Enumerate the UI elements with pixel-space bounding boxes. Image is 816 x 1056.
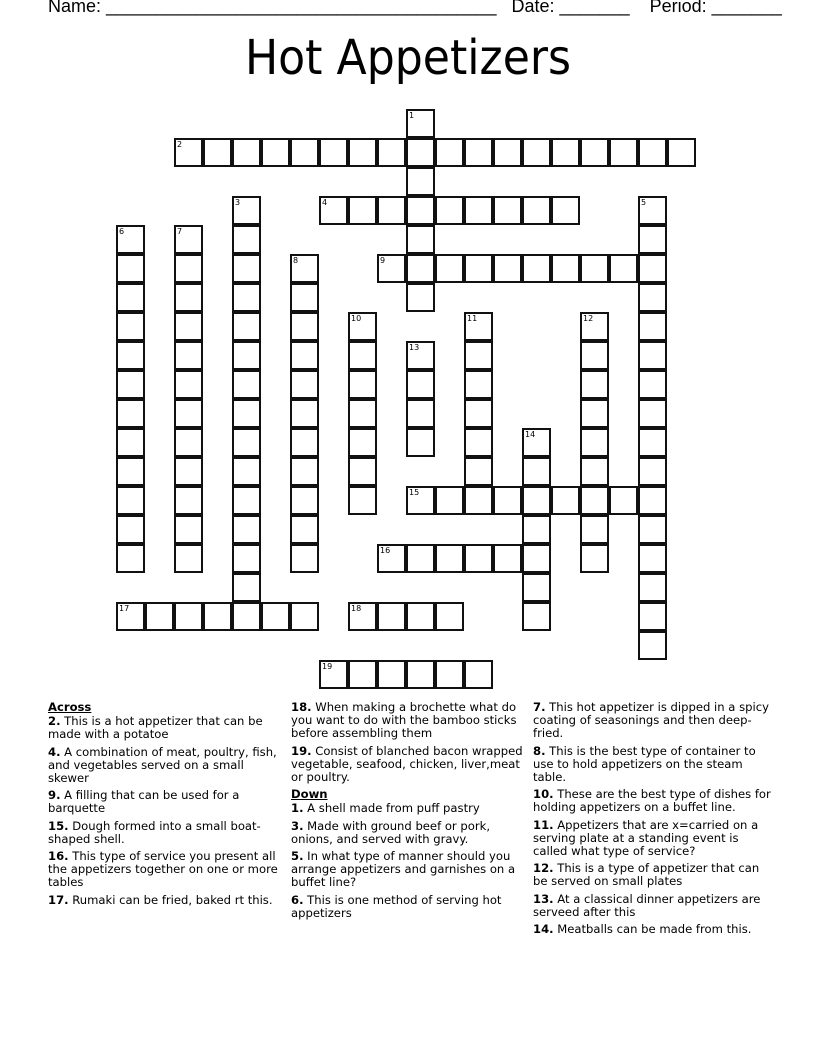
crossword-cell[interactable] — [377, 660, 406, 689]
period-label: Period: — [649, 0, 707, 16]
crossword-cell[interactable] — [232, 370, 261, 399]
crossword-cell[interactable] — [232, 341, 261, 370]
crossword-cell[interactable] — [348, 486, 377, 515]
crossword-cell[interactable] — [580, 254, 609, 283]
crossword-cell[interactable] — [406, 196, 435, 225]
crossword-cell[interactable] — [435, 196, 464, 225]
clue-number: 6 — [119, 227, 125, 236]
crossword-cell[interactable] — [406, 109, 435, 138]
crossword-cell[interactable] — [435, 254, 464, 283]
crossword-cell[interactable] — [638, 225, 667, 254]
crossword-cell[interactable] — [377, 254, 406, 283]
crossword-cell[interactable] — [290, 254, 319, 283]
crossword-cell[interactable] — [580, 486, 609, 515]
crossword-cell[interactable] — [493, 196, 522, 225]
clue-down-1: 1. A shell made from puff pastry — [291, 801, 480, 816]
crossword-cell[interactable] — [377, 544, 406, 573]
crossword-cell[interactable] — [232, 138, 261, 167]
clue-number: 14 — [525, 430, 536, 439]
crossword-cell[interactable] — [464, 428, 493, 457]
clue-number: 16 — [380, 546, 391, 555]
crossword-cell[interactable] — [464, 138, 493, 167]
crossword-cell[interactable] — [580, 370, 609, 399]
crossword-cell[interactable] — [319, 138, 348, 167]
crossword-cell[interactable] — [638, 573, 667, 602]
crossword-cell[interactable] — [174, 138, 203, 167]
clue-number: 19 — [322, 662, 333, 671]
clues-column-2 — [291, 701, 526, 924]
crossword-cell[interactable] — [435, 486, 464, 515]
crossword-cell[interactable] — [261, 602, 290, 631]
crossword-cell[interactable] — [522, 138, 551, 167]
name-label: Name: — [48, 0, 102, 16]
crossword-cell[interactable] — [232, 573, 261, 602]
clue-number: 8 — [293, 256, 299, 265]
crossword-cell[interactable] — [406, 167, 435, 196]
clue-number: 2 — [177, 140, 183, 149]
clue-across-16: 16. This type of service you present all the appetizers together on one or more tables — [48, 849, 278, 890]
crossword-cell[interactable] — [232, 283, 261, 312]
name-field[interactable]: _______________________________________ — [106, 0, 497, 16]
crossword-cell[interactable] — [203, 138, 232, 167]
clue-number: 7 — [177, 227, 183, 236]
crossword-cell[interactable] — [232, 196, 261, 225]
crossword-cell[interactable] — [174, 254, 203, 283]
crossword-cell[interactable] — [174, 312, 203, 341]
period-field[interactable]: _______ — [711, 0, 782, 16]
crossword-cell[interactable] — [348, 196, 377, 225]
crossword-cell[interactable] — [261, 138, 290, 167]
clue-number: 11 — [467, 314, 478, 323]
crossword-cell[interactable] — [290, 370, 319, 399]
crossword-cell[interactable] — [232, 457, 261, 486]
crossword-cell[interactable] — [174, 486, 203, 515]
crossword-cell[interactable] — [116, 486, 145, 515]
crossword-cell[interactable] — [638, 544, 667, 573]
clue-number: 9 — [380, 256, 386, 265]
crossword-cell[interactable] — [580, 544, 609, 573]
crossword-cell[interactable] — [638, 283, 667, 312]
crossword-cell[interactable] — [580, 515, 609, 544]
crossword-cell[interactable] — [580, 399, 609, 428]
crossword-cell[interactable] — [406, 602, 435, 631]
crossword-cell[interactable] — [464, 254, 493, 283]
crossword-cell[interactable] — [174, 457, 203, 486]
crossword-cell[interactable] — [580, 341, 609, 370]
crossword-cell[interactable] — [232, 486, 261, 515]
crossword-cell[interactable] — [290, 399, 319, 428]
clue-number: 17 — [119, 604, 130, 613]
crossword-cell[interactable] — [609, 138, 638, 167]
crossword-cell[interactable] — [522, 515, 551, 544]
clue-number: 1 — [409, 111, 415, 120]
crossword-cell[interactable] — [580, 428, 609, 457]
crossword-cell[interactable] — [406, 370, 435, 399]
crossword-cell[interactable] — [174, 370, 203, 399]
crossword-cell[interactable] — [522, 602, 551, 631]
crossword-cell[interactable] — [290, 515, 319, 544]
crossword-cell[interactable] — [493, 254, 522, 283]
clue-number: 5 — [641, 198, 647, 207]
crossword-cell[interactable] — [116, 312, 145, 341]
clue-number: 4 — [322, 198, 328, 207]
clue-number: 10 — [351, 314, 362, 323]
page-title: Hot Appetizers — [244, 30, 572, 86]
crossword-cell[interactable] — [638, 486, 667, 515]
clue-across-9: 9. A filling that can be used for a barquette — [48, 788, 240, 816]
clue-down-14: 14. Meatballs can be made from this. — [533, 922, 752, 937]
crossword-cell[interactable] — [116, 283, 145, 312]
crossword-cell[interactable] — [638, 341, 667, 370]
crossword-cell[interactable] — [406, 225, 435, 254]
crossword-cell[interactable] — [319, 196, 348, 225]
crossword-cell[interactable] — [290, 341, 319, 370]
clue-down-5: 5. In what type of manner should you arrange appetizers and garnishes on a buffet line? — [291, 849, 516, 890]
crossword-cell[interactable] — [406, 544, 435, 573]
crossword-cell[interactable] — [638, 254, 667, 283]
clue-down-6: 6. This is one method of serving hot appetizers — [291, 892, 502, 920]
date-field[interactable]: _______ — [559, 0, 630, 16]
clue-across-18: 18. When making a brochette what do you want to do with the bamboo sticks before assembling them — [291, 700, 517, 741]
crossword-cell[interactable] — [638, 428, 667, 457]
crossword-cell[interactable] — [232, 225, 261, 254]
crossword-cell[interactable] — [203, 602, 232, 631]
clues-column-3 — [533, 701, 773, 940]
crossword-cell[interactable] — [406, 399, 435, 428]
crossword-cell[interactable] — [232, 428, 261, 457]
crossword-cell[interactable] — [377, 138, 406, 167]
crossword-cell[interactable] — [638, 312, 667, 341]
crossword-cell[interactable] — [464, 341, 493, 370]
clue-down-11: 11. Appetizers that are x=carried on a serving plate at a standing event is called what type of service? — [533, 817, 759, 859]
crossword-cell[interactable] — [551, 196, 580, 225]
crossword-cell[interactable] — [290, 138, 319, 167]
down-heading: Down — [291, 787, 328, 802]
crossword-cell[interactable] — [232, 515, 261, 544]
crossword-cell[interactable] — [116, 457, 145, 486]
crossword-cell[interactable] — [290, 283, 319, 312]
crossword-cell[interactable] — [290, 457, 319, 486]
crossword-cell[interactable] — [174, 341, 203, 370]
crossword-cell[interactable] — [522, 254, 551, 283]
crossword-cell[interactable] — [464, 486, 493, 515]
crossword-cell[interactable] — [232, 254, 261, 283]
clue-number: 15 — [409, 488, 420, 497]
crossword-cell[interactable] — [348, 660, 377, 689]
crossword-cell[interactable] — [116, 399, 145, 428]
crossword-cell[interactable] — [464, 370, 493, 399]
crossword-cell[interactable] — [522, 544, 551, 573]
clue-number: 12 — [583, 314, 594, 323]
clue-down-12: 12. This is a type of appetizer that can be served on small plates — [533, 861, 760, 889]
crossword-cell[interactable] — [377, 602, 406, 631]
clue-number: 3 — [235, 198, 241, 207]
clue-across-4: 4. A combination of meat, poultry, fish, and vegetables served on a small skewer — [48, 744, 277, 786]
crossword-cell[interactable] — [464, 457, 493, 486]
clue-number: 18 — [351, 604, 362, 613]
crossword-cell[interactable] — [406, 138, 435, 167]
crossword-cell[interactable] — [609, 486, 638, 515]
crossword-cell[interactable] — [464, 196, 493, 225]
crossword-cell[interactable] — [348, 312, 377, 341]
crossword-cell[interactable] — [174, 225, 203, 254]
crossword-cell[interactable] — [348, 457, 377, 486]
crossword-cell[interactable] — [116, 428, 145, 457]
crossword-cell[interactable] — [435, 138, 464, 167]
crossword-cell[interactable] — [638, 457, 667, 486]
crossword-cell[interactable] — [522, 486, 551, 515]
crossword-cell[interactable] — [580, 138, 609, 167]
crossword-cell[interactable] — [522, 457, 551, 486]
crossword-cell[interactable] — [580, 457, 609, 486]
across-heading: Across — [48, 700, 92, 714]
crossword-cell[interactable] — [290, 486, 319, 515]
clue-across-17: 17. Rumaki can be fried, baked rt this. — [48, 892, 273, 907]
crossword-cell[interactable] — [638, 631, 667, 660]
crossword-cell[interactable] — [638, 370, 667, 399]
crossword-cell[interactable] — [290, 312, 319, 341]
crossword-cell[interactable] — [551, 486, 580, 515]
crossword-cell[interactable] — [348, 428, 377, 457]
crossword-cell[interactable] — [464, 544, 493, 573]
crossword-cell[interactable] — [232, 399, 261, 428]
crossword-cell[interactable] — [348, 138, 377, 167]
crossword-cell[interactable] — [406, 660, 435, 689]
clues-column-1 — [48, 701, 283, 911]
crossword-cell[interactable] — [638, 602, 667, 631]
clue-across-19: 19. Consist of blanched bacon wrapped vegetable, seafood, chicken, liver,meat or poultry. — [291, 743, 523, 785]
clue-number: 13 — [409, 343, 420, 352]
crossword-cell[interactable] — [406, 428, 435, 457]
crossword-cell[interactable] — [116, 544, 145, 573]
clue-across-15: 15. Dough formed into a small boat-shaped shell. — [48, 818, 261, 846]
crossword-cell[interactable] — [232, 602, 261, 631]
crossword-cell[interactable] — [551, 138, 580, 167]
crossword-cell[interactable] — [174, 283, 203, 312]
crossword-cell[interactable] — [174, 544, 203, 573]
crossword-cell[interactable] — [116, 370, 145, 399]
crossword-cell[interactable] — [174, 428, 203, 457]
crossword-cell[interactable] — [116, 341, 145, 370]
crossword-cell[interactable] — [464, 312, 493, 341]
crossword-cell[interactable] — [174, 602, 203, 631]
crossword-cell[interactable] — [145, 602, 174, 631]
clue-down-10: 10. These are the best type of dishes for holding appetizers on a buffet line. — [533, 787, 771, 815]
crossword-cell[interactable] — [232, 312, 261, 341]
crossword-cell[interactable] — [638, 515, 667, 544]
crossword-cell[interactable] — [348, 370, 377, 399]
crossword-cell[interactable] — [319, 660, 348, 689]
crossword-cell[interactable] — [435, 544, 464, 573]
crossword-cell[interactable] — [174, 399, 203, 428]
crossword-cell[interactable] — [406, 254, 435, 283]
clue-down-7: 7. This hot appetizer is dipped in a spicy coating of seasonings and then deep-fried. — [533, 700, 769, 741]
clue-down-8: 8. This is the best type of container to use to hold appetizers on the steam table. — [533, 743, 756, 785]
date-label: Date: — [511, 0, 555, 16]
crossword-cell[interactable] — [522, 196, 551, 225]
crossword-cell[interactable] — [406, 341, 435, 370]
crossword-cell[interactable] — [290, 428, 319, 457]
crossword-cell[interactable] — [522, 428, 551, 457]
crossword-cell[interactable] — [493, 138, 522, 167]
crossword-cell[interactable] — [638, 399, 667, 428]
crossword-cell[interactable] — [174, 515, 203, 544]
crossword-cell[interactable] — [493, 544, 522, 573]
crossword-cell[interactable] — [348, 399, 377, 428]
crossword-cell[interactable] — [667, 138, 696, 167]
crossword-cell[interactable] — [116, 254, 145, 283]
crossword-cell[interactable] — [406, 486, 435, 515]
clue-down-3: 3. Made with ground beef or pork, onions, and served with gravy. — [291, 818, 490, 846]
crossword-cell[interactable] — [290, 602, 319, 631]
crossword-cell[interactable] — [116, 225, 145, 254]
crossword-cell[interactable] — [580, 312, 609, 341]
crossword-cell[interactable] — [435, 602, 464, 631]
crossword-cell[interactable] — [116, 602, 145, 631]
clue-across-2: 2. This is a hot appetizer that can be made with a potatoe — [48, 714, 263, 742]
crossword-cell[interactable] — [638, 138, 667, 167]
crossword-cell[interactable] — [377, 196, 406, 225]
crossword-cell[interactable] — [609, 254, 638, 283]
crossword-cell[interactable] — [638, 196, 667, 225]
crossword-cell[interactable] — [116, 515, 145, 544]
crossword-cell[interactable] — [406, 283, 435, 312]
crossword-cell[interactable] — [290, 544, 319, 573]
crossword-cell[interactable] — [493, 486, 522, 515]
crossword-cell[interactable] — [464, 660, 493, 689]
crossword-cell[interactable] — [348, 602, 377, 631]
crossword-cell[interactable] — [522, 573, 551, 602]
crossword-cell[interactable] — [348, 341, 377, 370]
crossword-cell[interactable] — [435, 660, 464, 689]
crossword-cell[interactable] — [551, 254, 580, 283]
crossword-cell[interactable] — [232, 544, 261, 573]
crossword-cell[interactable] — [464, 399, 493, 428]
clue-down-13: 13. At a classical dinner appetizers are serveed after this — [533, 891, 761, 919]
